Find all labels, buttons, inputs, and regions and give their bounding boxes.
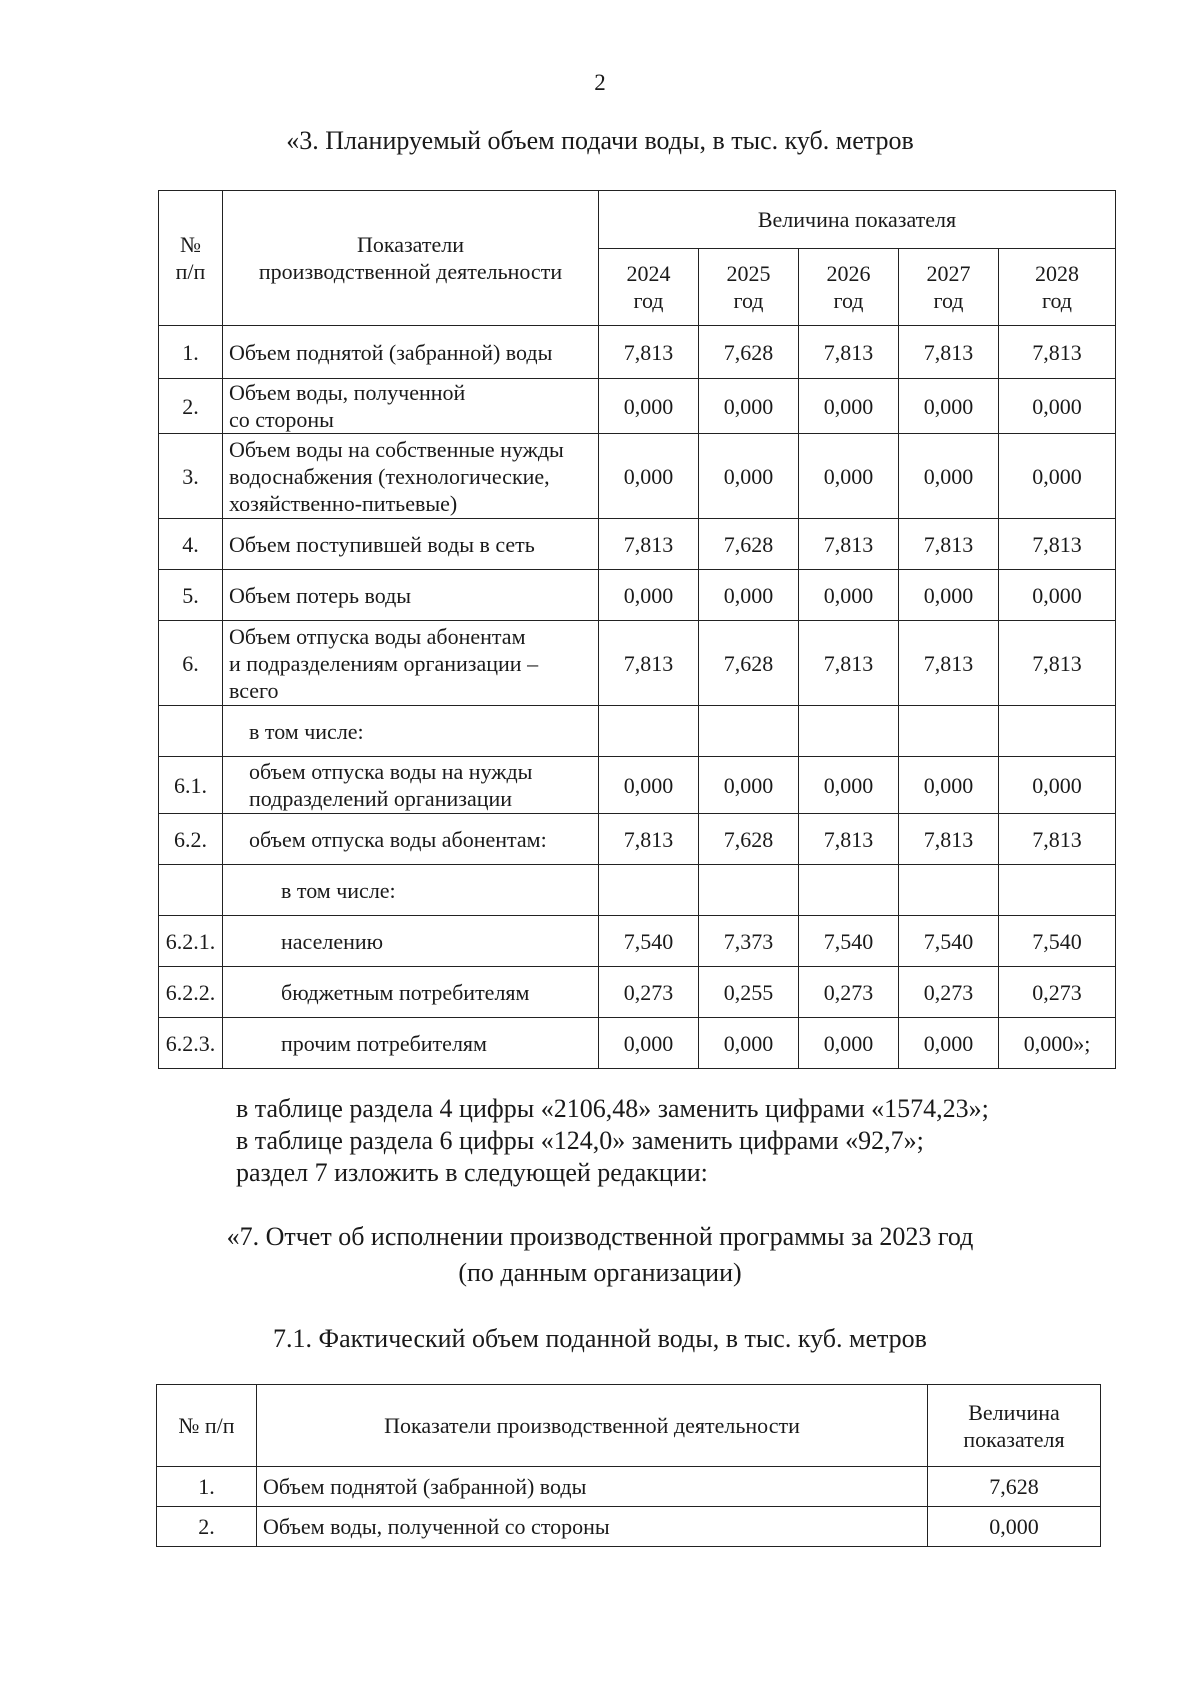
indicator-line: бюджетным потребителям <box>281 979 530 1005</box>
row-value: 7,813 <box>799 621 899 706</box>
page-number: 2 <box>594 70 606 95</box>
amendment-paragraph-2: в таблице раздела 6 цифры «124,0» заменить цифрами «92,7»; <box>236 1126 924 1155</box>
row-value: 0,000 <box>799 570 899 621</box>
row-number: 5. <box>159 570 223 621</box>
row-value: 0,000 <box>699 379 799 434</box>
row-indicator <box>223 1018 599 1069</box>
row-value: 0,000»; <box>999 1018 1116 1069</box>
row-value: 0,000 <box>799 379 899 434</box>
row-value: 0,000 <box>899 757 999 814</box>
row-value: 0,000 <box>999 434 1116 519</box>
section-7-title: «7. Отчет об исполнении производственной программы за 2023 год <box>226 1222 974 1251</box>
indicator-line: в том числе: <box>249 718 364 744</box>
row-number: 4. <box>159 519 223 570</box>
row-value: 0,000 <box>799 434 899 519</box>
table-row <box>159 1018 1116 1069</box>
row-value: 7,813 <box>599 519 699 570</box>
row-value: 7,813 <box>599 326 699 379</box>
row-value: 0,000 <box>699 757 799 814</box>
row-value: 7,628 <box>699 519 799 570</box>
indicator-line: всего <box>229 677 279 703</box>
header-year: 2028 год <box>999 249 1116 326</box>
row-value: 0,000 <box>699 434 799 519</box>
row-value: 7,540 <box>999 916 1116 967</box>
row-number: 1. <box>157 1467 257 1507</box>
row-number: 1. <box>159 326 223 379</box>
row-indicator <box>223 326 599 379</box>
row-value: 0,000 <box>799 757 899 814</box>
row-value <box>699 865 799 916</box>
header-value: Величина показателя <box>928 1385 1101 1467</box>
row-indicator <box>223 967 599 1018</box>
header-value-group: Величина показателя <box>599 191 1116 249</box>
row-value: 7,628 <box>928 1467 1101 1507</box>
header-num: № п/п <box>159 191 223 326</box>
row-value: 7,813 <box>999 519 1116 570</box>
table-row <box>159 967 1116 1018</box>
row-value: 7,813 <box>999 814 1116 865</box>
row-value: 0,273 <box>799 967 899 1018</box>
actual-water-supply-table <box>156 1384 1101 1547</box>
row-value <box>799 706 899 757</box>
row-value: 0,000 <box>599 434 699 519</box>
header-indicator: Показатели производственной деятельности <box>257 1385 928 1467</box>
table-row <box>159 621 1116 706</box>
row-value: 0,000 <box>899 379 999 434</box>
row-value: 7,813 <box>799 519 899 570</box>
row-value: 7,813 <box>599 621 699 706</box>
row-value: 7,813 <box>899 814 999 865</box>
indicator-line: Объем поступившей воды в сеть <box>229 531 535 557</box>
table-row <box>159 570 1116 621</box>
row-value: 0,000 <box>599 570 699 621</box>
row-value: 7,373 <box>699 916 799 967</box>
row-value: 7,813 <box>599 814 699 865</box>
indicator-line: прочим потребителям <box>281 1030 487 1056</box>
indicator-line: Объем воды на собственные нужды <box>229 436 564 462</box>
indicator-line: Объем отпуска воды абонентам <box>229 623 526 649</box>
row-value: 7,813 <box>799 326 899 379</box>
indicator-line: объем отпуска воды на нужды <box>249 759 533 784</box>
row-value: 0,000 <box>799 1018 899 1069</box>
row-indicator: Объем поднятой (забранной) воды <box>257 1467 928 1507</box>
indicator-line: подразделений организации <box>249 786 513 811</box>
row-value <box>799 865 899 916</box>
row-value: 0,000 <box>599 1018 699 1069</box>
table-row <box>159 519 1116 570</box>
section-3-title: «3. Планируемый объем подачи воды, в тыс. куб. метров <box>286 126 914 155</box>
table-row <box>159 379 1116 434</box>
row-indicator <box>223 706 599 757</box>
row-value: 7,813 <box>799 814 899 865</box>
header-year: 2024 год <box>599 249 699 326</box>
row-value: 0,273 <box>599 967 699 1018</box>
row-number: 6.2.1. <box>159 916 223 967</box>
row-indicator <box>223 865 599 916</box>
row-number: 6.1. <box>159 757 223 814</box>
row-number: 2. <box>157 1507 257 1547</box>
table-row <box>159 434 1116 519</box>
indicator-line: объем отпуска воды абонентам: <box>249 826 547 852</box>
row-value: 7,813 <box>999 326 1116 379</box>
row-value: 0,000 <box>999 379 1116 434</box>
table-row <box>159 757 1116 814</box>
row-indicator <box>223 379 599 434</box>
row-value: 0,000 <box>899 434 999 519</box>
row-indicator <box>223 434 599 519</box>
table-row <box>159 916 1116 967</box>
section-7-1-title: 7.1. Фактический объем поданной воды, в тыс. куб. метров <box>273 1324 927 1353</box>
row-value: 7,540 <box>799 916 899 967</box>
row-number: 2. <box>159 379 223 434</box>
row-value: 0,273 <box>899 967 999 1018</box>
indicator-line: водоснабжения (технологические, <box>229 463 550 489</box>
row-value: 7,813 <box>999 621 1116 706</box>
row-indicator <box>223 519 599 570</box>
amendment-paragraph-1: в таблице раздела 4 цифры «2106,48» заменить цифрами «1574,23»; <box>236 1094 989 1123</box>
row-value: 7,813 <box>899 621 999 706</box>
row-indicator <box>223 570 599 621</box>
row-number: 6. <box>159 621 223 706</box>
row-indicator: Объем воды, полученной со стороны <box>257 1507 928 1547</box>
row-value: 0,000 <box>599 757 699 814</box>
row-number: 6.2.2. <box>159 967 223 1018</box>
row-value: 0,255 <box>699 967 799 1018</box>
row-number: 6.2. <box>159 814 223 865</box>
indicator-line: и подразделениям организации – <box>229 650 539 676</box>
indicator-line: со стороны <box>229 407 334 432</box>
row-value: 7,813 <box>899 519 999 570</box>
row-indicator <box>223 757 599 814</box>
amendment-paragraph-3: раздел 7 изложить в следующей редакции: <box>236 1158 708 1187</box>
row-value: 7,628 <box>699 621 799 706</box>
header-indicator: Показатели производственной деятельности <box>223 191 599 326</box>
indicator-line: Объем воды, полученной <box>229 380 466 405</box>
row-value <box>599 706 699 757</box>
header-year: 2027 год <box>899 249 999 326</box>
indicator-line: Объем поднятой (забранной) воды <box>229 339 553 365</box>
row-indicator <box>223 916 599 967</box>
row-value: 0,000 <box>899 1018 999 1069</box>
table-row <box>159 865 1116 916</box>
row-value <box>999 865 1116 916</box>
indicator-line: Объем потерь воды <box>229 582 412 608</box>
row-indicator <box>223 621 599 706</box>
table-row <box>159 706 1116 757</box>
row-value <box>899 865 999 916</box>
header-year: 2026 год <box>799 249 899 326</box>
row-number: 3. <box>159 434 223 519</box>
row-value: 7,540 <box>899 916 999 967</box>
row-value: 0,000 <box>599 379 699 434</box>
row-value: 7,813 <box>899 326 999 379</box>
row-value: 7,540 <box>599 916 699 967</box>
section-7-subtitle: (по данным организации) <box>458 1258 742 1287</box>
table-row <box>157 1507 1101 1547</box>
row-value: 0,000 <box>699 1018 799 1069</box>
planned-water-supply-table <box>158 190 1116 1069</box>
row-value: 7,628 <box>699 814 799 865</box>
row-number <box>159 706 223 757</box>
row-value <box>599 865 699 916</box>
indicator-line: в том числе: <box>281 877 396 903</box>
row-value: 7,628 <box>699 326 799 379</box>
row-value: 0,000 <box>928 1507 1101 1547</box>
indicator-line: хозяйственно-питьевые) <box>229 490 458 516</box>
row-value: 0,273 <box>999 967 1116 1018</box>
row-value <box>699 706 799 757</box>
header-num: № п/п <box>157 1385 257 1467</box>
row-indicator <box>223 814 599 865</box>
row-value <box>899 706 999 757</box>
header-year: 2025 год <box>699 249 799 326</box>
indicator-line: населению <box>281 928 384 954</box>
table-row <box>157 1467 1101 1507</box>
table-row <box>159 326 1116 379</box>
row-number: 6.2.3. <box>159 1018 223 1069</box>
row-number <box>159 865 223 916</box>
row-value: 0,000 <box>999 570 1116 621</box>
row-value <box>999 706 1116 757</box>
row-value: 0,000 <box>899 570 999 621</box>
row-value: 0,000 <box>999 757 1116 814</box>
table-row <box>159 814 1116 865</box>
row-value: 0,000 <box>699 570 799 621</box>
